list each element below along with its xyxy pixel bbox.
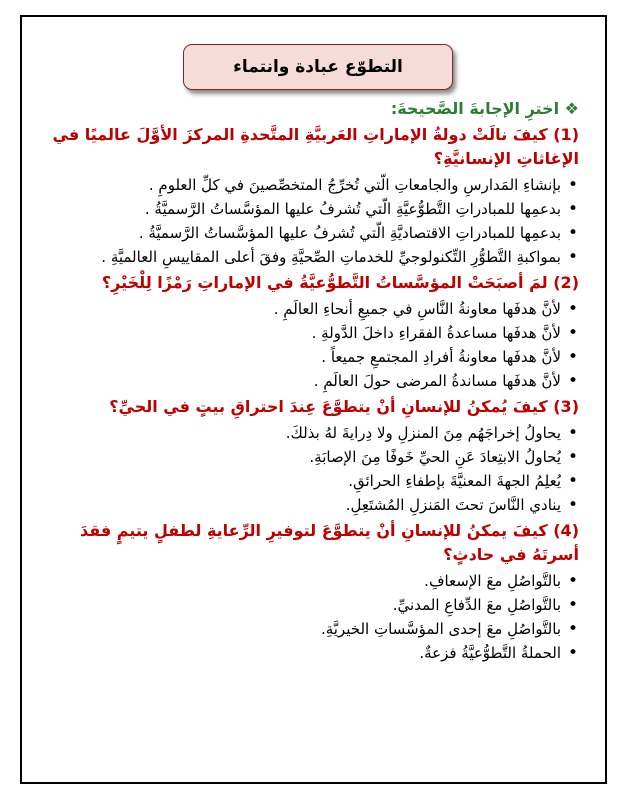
option-item[interactable]: • بدعمِها للمبادراتِ التَّطوُّعيَّةِ الّتي تُشرفُ عليها المؤسَّساتُ الرَّسميَّةُ .: [35, 197, 561, 221]
worksheet-title: التطوّع عبادة وانتماء: [233, 57, 403, 77]
question-number: (1): [553, 125, 579, 144]
option-item[interactable]: • يُحاولُ الابتِعادَ عَنِ الحيِّ خَوفًا مِنَ الإصابَةِ.: [35, 445, 561, 469]
option-item[interactable]: • بإنشاءِ المَدارسِ والجامعاتِ الّتي تُخرِّجُ المتخصِّصينَ في كلِّ العلومِ .: [35, 173, 561, 197]
worksheet-content: [35, 97, 579, 665]
option-item[interactable]: • بالتَّواصُلِ معَ الإسعافِ.: [35, 569, 561, 593]
question-4-options: [35, 569, 579, 665]
option-item[interactable]: • لأنَّ هدفَها معاونةُ أفرادِ المجتمعِ جميعاً .: [35, 345, 561, 369]
question-text: لمَ أصبَحَتْ المؤسَّساتُ التَّطوُّعيَّةُ في الإماراتِ رَمْزًا لِلْخَيْرِ؟: [101, 273, 548, 292]
question-4: [35, 519, 579, 567]
question-text: كيفَ نالَتْ دولةُ الإماراتِ العَربيَّةِ المتَّحدةِ المركزَ الأوَّلَ عالميًا في الإغاثاتِ الإنسانيَّةِ؟: [52, 125, 579, 168]
question-1-options: [35, 173, 579, 269]
question-2-options: [35, 297, 579, 393]
question-3: [35, 395, 579, 419]
question-text: كيفَ يمكنُ للإنسانِ أنْ يتطوَّعَ لتوفيرِ الرِّعايةِ لطفلٍ يتيمٍ فقدَ أسرتَهُ في حادثٍ؟: [79, 521, 579, 564]
question-2: [35, 271, 579, 295]
option-item[interactable]: • بالتَّواصُلِ معَ إحدى المؤسَّساتِ الخيريَّةِ.: [35, 617, 561, 641]
option-item[interactable]: • بالتَّواصُلِ معَ الدِّفاعِ المدنيِّ.: [35, 593, 561, 617]
option-item[interactable]: • لأنَّ هدفَها معاونةُ النَّاسِ في جميعِ أنحاءِ العالَمِ .: [35, 297, 561, 321]
question-number: (3): [553, 397, 579, 416]
worksheet-title-box: [183, 44, 453, 90]
option-item[interactable]: • ينادي النَّاسَ تحتَ المَنزلِ المُشتَعِلِ.: [35, 493, 561, 517]
question-text: كيفَ يُمكنُ للإنسانِ أنْ يتطوَّعَ عِندَ احتراقِ بيتٍ في الحيِّ؟: [109, 397, 548, 416]
option-item[interactable]: • الحملةُ التَّطوُّعيَّةُ فزعةٌ.: [35, 641, 561, 665]
option-item[interactable]: • يحاولُ إخراجَهُم مِنَ المنزلِ ولا دِرايةَ لهُ بذلكَ.: [35, 421, 561, 445]
question-number: (4): [553, 521, 579, 540]
question-1: [35, 123, 579, 171]
option-item[interactable]: • لأنَّ هدفَها مساعدةُ الفقراءِ داخلَ الدَّولةِ .: [35, 321, 561, 345]
question-3-options: [35, 421, 579, 517]
option-item[interactable]: • بدعمِها للمبادراتِ الاقتصاديَّةِ الّتي تُشرفُ عليها المؤسَّساتُ الرَّسميَّةُ .: [35, 221, 561, 245]
option-item[interactable]: • بمواكبةِ التَّطوُّرِ التِّكنولوجيِّ للخدماتِ الصِّحيَّةِ وفقَ أعلى المقاييسِ العالميَّةِ .: [35, 245, 561, 269]
option-item[interactable]: • يُعلِمُ الجهةَ المعنيَّةَ بإطفاءِ الحرائقِ.: [35, 469, 561, 493]
instruction-text: اخترِ الإجابةَ الصَّحيحةَ:: [390, 99, 560, 118]
instruction-line: [35, 97, 579, 121]
option-item[interactable]: • لأنَّ هدفَها مساندةُ المرضى حولَ العالَمِ .: [35, 369, 561, 393]
diamond-bullet-icon: ❖: [564, 99, 579, 118]
question-number: (2): [553, 273, 579, 292]
